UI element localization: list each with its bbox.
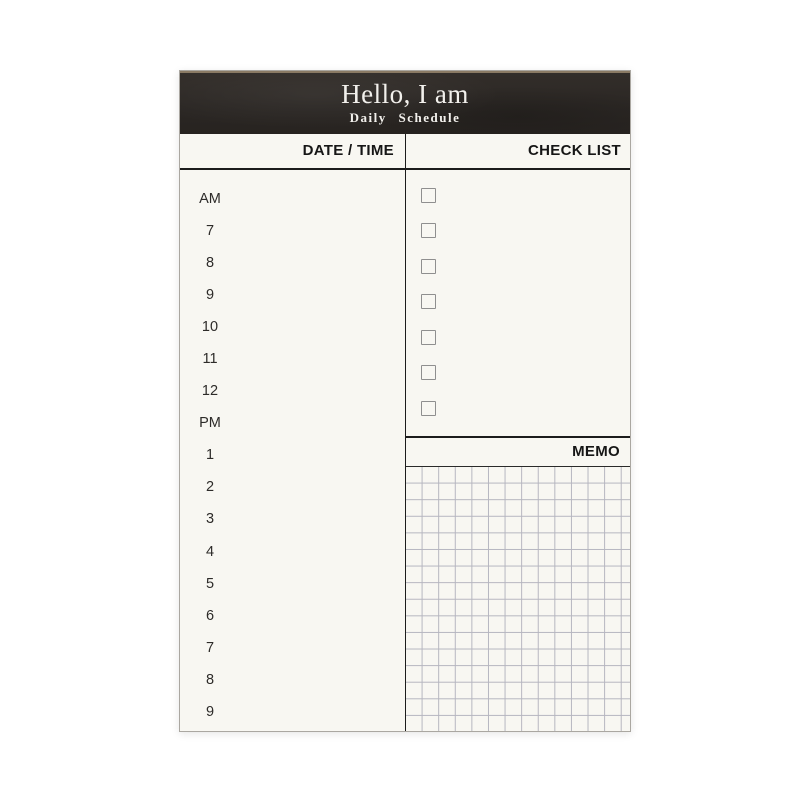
- time-label: AM: [199, 190, 221, 207]
- time-label: 3: [205, 511, 215, 528]
- memo-grid-area: [406, 467, 630, 732]
- date-time-header: DATE / TIME: [302, 142, 394, 160]
- check-list-header: CHECK LIST: [405, 134, 630, 168]
- time-row: [180, 632, 405, 664]
- time-label: 8: [205, 671, 215, 688]
- checklist-row: [421, 223, 630, 259]
- time-row: [180, 311, 405, 343]
- checkbox[interactable]: [421, 365, 436, 380]
- time-label: 5: [205, 575, 215, 592]
- time-row: [180, 696, 405, 728]
- right-column: [405, 170, 630, 732]
- checkbox[interactable]: [421, 259, 436, 274]
- time-label: 9: [205, 704, 215, 721]
- time-label: PM: [199, 415, 221, 432]
- time-row: [180, 279, 405, 311]
- time-row: [180, 215, 405, 247]
- checklist-row: [421, 259, 630, 295]
- notepad-subtitle: Daily Schedule: [349, 110, 461, 125]
- time-row: [180, 407, 405, 439]
- time-label: 2: [205, 479, 215, 496]
- notepad-title-band: [180, 71, 630, 134]
- daily-schedule-notepad: [179, 70, 631, 732]
- time-label: 8: [205, 254, 215, 271]
- checklist-row: [421, 330, 630, 366]
- checklist-section: [406, 170, 630, 439]
- time-label: 12: [201, 383, 219, 400]
- time-column: [180, 170, 405, 732]
- time-row: [180, 439, 405, 471]
- time-row: [180, 183, 405, 215]
- time-row: [180, 600, 405, 632]
- time-label: 11: [202, 351, 218, 368]
- time-row: [180, 471, 405, 503]
- time-label: 7: [205, 222, 215, 239]
- time-row: [180, 664, 405, 696]
- checkbox[interactable]: [421, 401, 436, 416]
- notepad-title: Hello, I am: [341, 79, 469, 109]
- checkbox[interactable]: [421, 330, 436, 345]
- column-header-row: [180, 134, 630, 170]
- checkbox[interactable]: [421, 223, 436, 238]
- checklist-row: [421, 401, 630, 437]
- time-label: 7: [205, 639, 215, 656]
- time-label: 9: [205, 286, 215, 303]
- time-label: 10: [201, 318, 219, 335]
- time-row: [180, 536, 405, 568]
- time-label: 6: [205, 607, 215, 624]
- checkbox[interactable]: [421, 294, 436, 309]
- time-row: [180, 503, 405, 535]
- time-label: 1: [205, 447, 215, 464]
- checkbox[interactable]: [421, 188, 436, 203]
- time-row: [180, 343, 405, 375]
- checklist-row: [421, 365, 630, 401]
- time-row: [180, 247, 405, 279]
- time-row: [180, 375, 405, 407]
- notepad-body: [180, 170, 630, 732]
- memo-header: MEMO: [406, 438, 630, 467]
- checklist-row: [421, 188, 630, 224]
- time-label: 4: [205, 543, 215, 560]
- time-row: [180, 568, 405, 600]
- checklist-row: [421, 294, 630, 330]
